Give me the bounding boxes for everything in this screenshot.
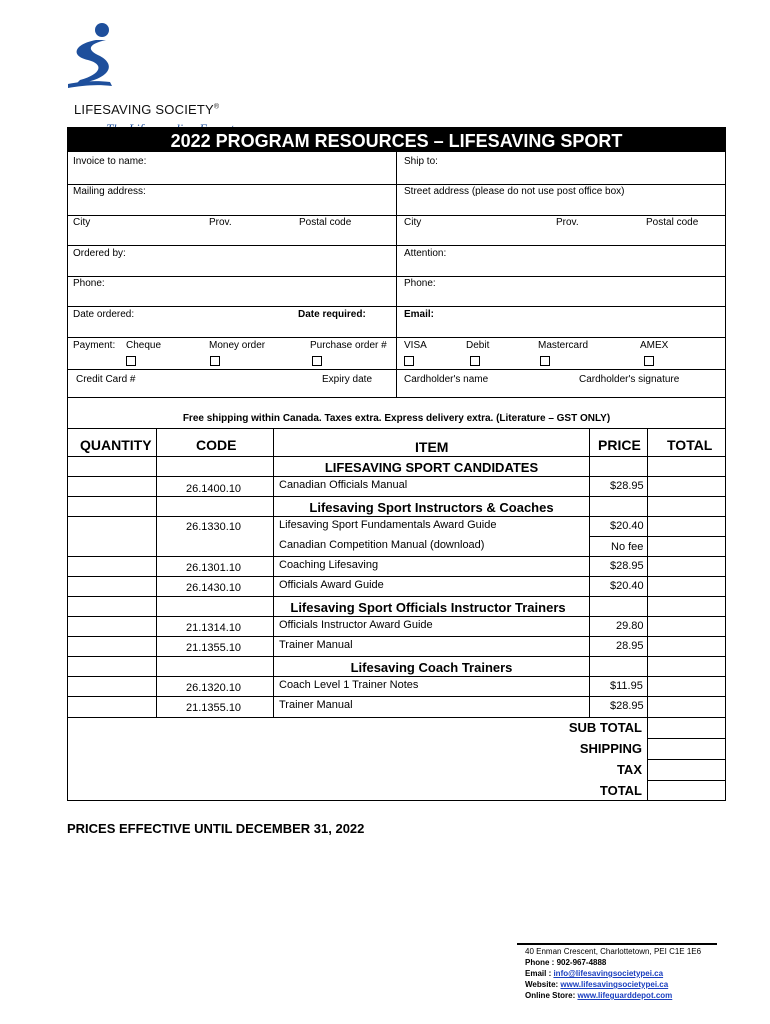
row-price: $28.95 (610, 560, 644, 572)
amex-label: AMEX (640, 340, 669, 351)
cardholder-signature-label: Cardholder's signature (579, 374, 680, 385)
quantity-header: QUANTITY (80, 437, 152, 453)
code-header: CODE (196, 437, 237, 453)
total-header: TOTAL (667, 437, 713, 453)
price-header: PRICE (598, 437, 641, 453)
postal-code-label: Postal code (299, 217, 352, 228)
row-code: 26.1320.10 (186, 682, 242, 694)
lifesaving-swimmer-logo-icon (66, 22, 126, 88)
shipping-note: Free shipping within Canada. Taxes extra. Express delivery extra. (Literature – GST ONLY) (182, 413, 611, 424)
prov-label: Prov. (209, 217, 232, 228)
ship-to-label: Ship to: (404, 156, 438, 167)
money-order-checkbox[interactable] (210, 356, 220, 366)
row-price: 29.80 (616, 620, 644, 632)
row-item: Trainer Manual (279, 639, 353, 651)
row-code: 21.1355.10 (186, 642, 242, 654)
row-code: 21.1355.10 (186, 702, 242, 714)
ship-phone-label: Phone: (404, 278, 436, 289)
shipping-label: SHIPPING (579, 741, 642, 756)
row-price: $20.40 (610, 520, 644, 532)
website-link[interactable]: www.lifesavingsocietypei.ca (560, 980, 669, 989)
ordered-by-label: Ordered by: (73, 248, 126, 259)
city-label: City (73, 217, 91, 228)
credit-card-label: Credit Card # (76, 374, 136, 385)
row-price: No fee (611, 541, 644, 553)
row-item: Canadian Competition Manual (download) (279, 539, 485, 551)
tax-label: TAX (616, 762, 642, 777)
contact-phone: Phone : 902-967-4888 (525, 958, 607, 967)
row-item: Officials Instructor Award Guide (279, 619, 433, 631)
row-code: 21.1314.10 (186, 622, 242, 634)
logo (66, 22, 266, 122)
row-item: Trainer Manual (279, 699, 353, 711)
amex-checkbox[interactable] (644, 356, 654, 366)
row-price: $20.40 (610, 580, 644, 592)
street-address-label: Street address (please do not use post office box) (404, 186, 625, 197)
form-title: 2022 PROGRAM RESOURCES – LIFESAVING SPORT (68, 128, 725, 152)
mastercard-checkbox[interactable] (540, 356, 550, 366)
date-required-label: Date required: (298, 309, 366, 320)
cheque-checkbox[interactable] (126, 356, 136, 366)
payment-label: Payment: (73, 340, 116, 351)
row-price: 28.95 (616, 640, 644, 652)
row-code: 26.1400.10 (186, 483, 242, 495)
ship-city-label: City (404, 217, 422, 228)
money-order-label: Money order (209, 340, 266, 351)
ship-prov-label: Prov. (556, 217, 579, 228)
date-ordered-label: Date ordered: (73, 309, 135, 320)
visa-label: VISA (404, 340, 427, 351)
logo-name: LIFESAVING SOCIETY® (74, 102, 220, 117)
row-price: $28.95 (610, 480, 644, 492)
cheque-label: Cheque (126, 340, 162, 351)
section-title: LIFESAVING SPORT CANDIDATES (324, 460, 539, 475)
row-item: Canadian Officials Manual (279, 479, 408, 491)
contact-address: 40 Enman Crescent, Charlottetown, PEI C1E 1E6 (525, 947, 702, 956)
order-form (67, 127, 726, 801)
expiry-date-label: Expiry date (322, 374, 373, 385)
row-price: $11.95 (610, 680, 643, 692)
row-item: Coach Level 1 Trainer Notes (279, 679, 419, 691)
cardholder-name-label: Cardholder's name (404, 374, 489, 385)
invoice-to-label: Invoice to name: (73, 156, 147, 167)
mastercard-label: Mastercard (538, 340, 589, 351)
section-title: Lifesaving Sport Officials Instructor Trainers (290, 600, 566, 615)
attention-label: Attention: (404, 248, 447, 259)
visa-checkbox[interactable] (404, 356, 414, 366)
email-label: Email: (404, 309, 435, 320)
row-item: Officials Award Guide (279, 579, 384, 591)
row-item: Lifesaving Sport Fundamentals Award Guide (279, 519, 497, 531)
contact-store: Online Store: www.lifeguarddepot.com (525, 991, 673, 1000)
contact-website: Website: www.lifesavingsocietypei.ca (525, 980, 669, 989)
row-price: $28.95 (610, 700, 644, 712)
debit-label: Debit (466, 340, 490, 351)
purchase-order-label: Purchase order # (310, 340, 387, 351)
store-link[interactable]: www.lifeguarddepot.com (577, 991, 673, 1000)
mailing-address-label: Mailing address: (73, 186, 146, 197)
email-link[interactable]: info@lifesavingsocietypei.ca (553, 969, 664, 978)
section-title: Lifesaving Sport Instructors & Coaches (309, 500, 554, 515)
subtotal-label: SUB TOTAL (568, 720, 642, 735)
item-header: ITEM (415, 439, 449, 455)
row-code: 26.1301.10 (186, 562, 242, 574)
contact-email: Email : info@lifesavingsocietypei.ca (525, 969, 664, 978)
phone-label: Phone: (73, 278, 105, 289)
purchase-order-checkbox[interactable] (312, 356, 322, 366)
ship-postal-code-label: Postal code (646, 217, 699, 228)
row-code: 26.1430.10 (186, 582, 242, 594)
debit-checkbox[interactable] (470, 356, 480, 366)
section-title: Lifesaving Coach Trainers (350, 660, 513, 675)
row-item: Coaching Lifesaving (279, 559, 379, 571)
grand-total-label: TOTAL (599, 783, 642, 798)
prices-effective-note: PRICES EFFECTIVE UNTIL DECEMBER 31, 2022 (67, 821, 365, 836)
row-code: 26.1330.10 (186, 521, 242, 533)
contact-block (525, 946, 717, 1001)
